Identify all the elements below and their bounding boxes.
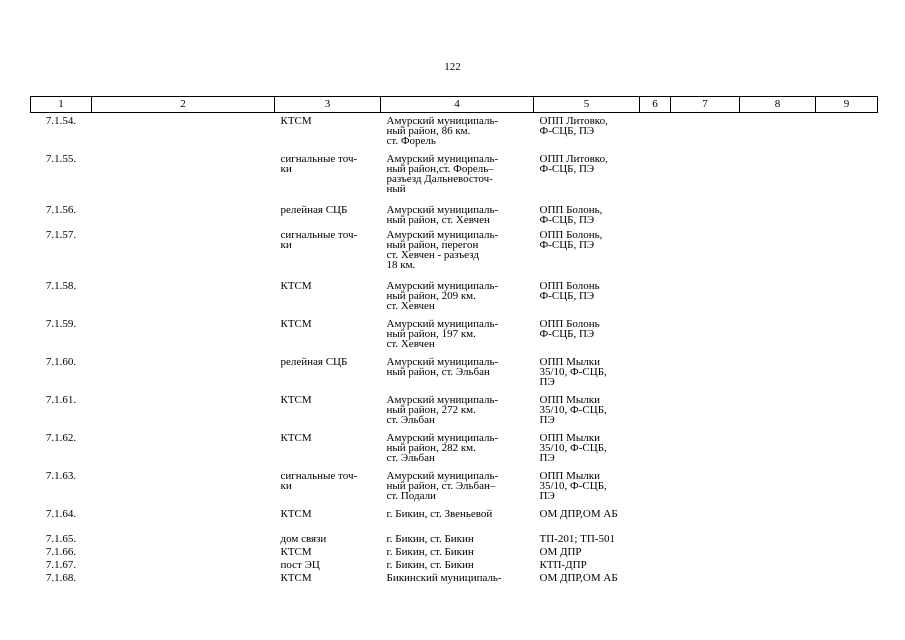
location-cell-text: Амурский муниципаль- ный район, ст. Эльбан	[386, 355, 499, 378]
power-source-cell	[534, 113, 640, 151]
object-cell-text: КТСМ	[280, 431, 312, 444]
empty-cell	[640, 227, 671, 278]
row-number-cell-text: 7.1.58.	[45, 279, 77, 292]
object-cell	[275, 506, 381, 531]
empty-cell	[640, 570, 671, 583]
table-row	[31, 468, 878, 506]
location-cell	[381, 468, 534, 506]
object-cell	[275, 354, 381, 392]
row-number-cell	[31, 430, 92, 468]
empty-cell	[92, 531, 275, 544]
power-source-cell	[534, 570, 640, 583]
row-number-cell-text: 7.1.56.	[45, 203, 77, 216]
row-number-cell	[31, 544, 92, 557]
location-cell	[381, 570, 534, 583]
row-number-cell	[31, 531, 92, 544]
empty-cell	[640, 557, 671, 570]
empty-cell	[92, 227, 275, 278]
row-number-cell-text: 7.1.55.	[45, 152, 77, 165]
table-row	[31, 202, 878, 227]
empty-cell	[816, 354, 878, 392]
empty-cell	[816, 430, 878, 468]
row-number-cell-text: 7.1.63.	[45, 469, 77, 482]
column-header: 1	[31, 97, 92, 113]
empty-cell	[92, 392, 275, 430]
row-number-cell-text: 7.1.59.	[45, 317, 77, 330]
location-cell-text: Амурский муниципаль- ный район, 282 км. ст. Эльбан	[386, 431, 499, 464]
empty-cell	[92, 316, 275, 354]
empty-cell	[92, 278, 275, 316]
location-cell-text: Бикинский муниципаль-	[386, 571, 502, 584]
location-cell-text: г. Бикин, ст. Бикин	[386, 558, 474, 571]
power-source-cell-text: ОПП Литовко, Ф-СЦБ, ПЭ	[539, 152, 608, 175]
power-source-cell-text: ОМ ДПР	[539, 545, 582, 558]
power-source-cell-text: КТП-ДПР	[539, 558, 587, 571]
column-header: 8	[740, 97, 816, 113]
power-source-cell	[534, 531, 640, 544]
empty-cell	[740, 354, 816, 392]
empty-cell	[671, 151, 740, 202]
row-number-cell-text: 7.1.64.	[45, 507, 77, 520]
location-cell	[381, 531, 534, 544]
object-cell-text: КТСМ	[280, 279, 312, 292]
empty-cell	[640, 202, 671, 227]
empty-cell	[740, 557, 816, 570]
location-cell-text: Амурский муниципаль- ный район, 86 км. ст. Форель	[386, 115, 499, 147]
table-row	[31, 151, 878, 202]
location-cell-text: Амурский муниципаль- ный район, 197 км. ст. Хевчен	[386, 317, 499, 350]
object-cell	[275, 316, 381, 354]
power-source-cell	[534, 227, 640, 278]
power-source-cell	[534, 506, 640, 531]
power-source-cell-text: ОПП Мылки 35/10, Ф-СЦБ, ПЭ	[539, 469, 607, 502]
location-cell	[381, 354, 534, 392]
table-row	[31, 506, 878, 531]
empty-cell	[92, 151, 275, 202]
table-row	[31, 227, 878, 278]
table-row	[31, 544, 878, 557]
location-cell	[381, 557, 534, 570]
column-header: 4	[381, 97, 534, 113]
power-source-cell	[534, 151, 640, 202]
empty-cell	[671, 531, 740, 544]
power-source-cell-text: ОПП Мылки 35/10, Ф-СЦБ, ПЭ	[539, 393, 607, 426]
object-cell	[275, 151, 381, 202]
object-cell-text: сигнальные точ- ки	[280, 228, 358, 251]
empty-cell	[816, 468, 878, 506]
object-cell	[275, 278, 381, 316]
row-number-cell-text: 7.1.67.	[45, 558, 77, 571]
power-source-cell	[534, 278, 640, 316]
location-cell-text: Амурский муниципаль- ный район, ст. Хевчен	[386, 203, 499, 226]
row-number-cell	[31, 113, 92, 151]
empty-cell	[92, 430, 275, 468]
power-source-cell	[534, 430, 640, 468]
power-source-cell-text: ОМ ДПР,ОМ АБ	[539, 507, 618, 520]
power-source-cell-text: ОПП Болонь, Ф-СЦБ, ПЭ	[539, 228, 603, 251]
column-header: 2	[92, 97, 275, 113]
empty-cell	[92, 468, 275, 506]
empty-cell	[740, 202, 816, 227]
location-cell	[381, 316, 534, 354]
row-number-cell-text: 7.1.68.	[45, 571, 77, 584]
empty-cell	[816, 113, 878, 151]
power-source-cell-text: ОПП Болонь Ф-СЦБ, ПЭ	[539, 317, 600, 340]
empty-cell	[671, 202, 740, 227]
table-row	[31, 570, 878, 583]
empty-cell	[740, 468, 816, 506]
empty-cell	[640, 544, 671, 557]
power-source-cell-text: ТП-201; ТП-501	[539, 532, 615, 545]
object-cell-text: КТСМ	[280, 393, 312, 406]
empty-cell	[92, 506, 275, 531]
object-cell	[275, 468, 381, 506]
empty-cell	[740, 506, 816, 531]
empty-cell	[816, 227, 878, 278]
power-source-cell-text: ОПП Мылки 35/10, Ф-СЦБ, ПЭ	[539, 355, 607, 388]
row-number-cell	[31, 570, 92, 583]
row-number-cell	[31, 354, 92, 392]
table-row	[31, 113, 878, 151]
empty-cell	[92, 202, 275, 227]
empty-cell	[671, 227, 740, 278]
table-body	[31, 113, 878, 583]
object-cell	[275, 392, 381, 430]
power-source-cell	[534, 392, 640, 430]
empty-cell	[671, 570, 740, 583]
location-cell	[381, 392, 534, 430]
row-number-cell	[31, 557, 92, 570]
row-number-cell-text: 7.1.65.	[45, 532, 77, 545]
location-cell-text: Амурский муниципаль- ный район,ст. Форель– разъезд Дальневосточ- ный	[386, 152, 499, 195]
empty-cell	[671, 392, 740, 430]
table-row	[31, 557, 878, 570]
power-source-cell	[534, 354, 640, 392]
object-cell-text: релейная СЦБ	[280, 355, 348, 368]
row-number-cell-text: 7.1.57.	[45, 228, 77, 241]
empty-cell	[740, 544, 816, 557]
table-row	[31, 531, 878, 544]
location-cell-text: Амурский муниципаль- ный район, перегон ст. Хевчен - разъезд 18 км.	[386, 228, 499, 271]
table-header-row	[31, 97, 878, 113]
power-source-cell	[534, 202, 640, 227]
empty-cell	[640, 316, 671, 354]
row-number-cell	[31, 316, 92, 354]
object-cell	[275, 202, 381, 227]
empty-cell	[816, 278, 878, 316]
empty-cell	[640, 531, 671, 544]
empty-cell	[816, 392, 878, 430]
object-cell	[275, 544, 381, 557]
table-row	[31, 278, 878, 316]
row-number-cell-text: 7.1.66.	[45, 545, 77, 558]
object-cell	[275, 531, 381, 544]
object-cell-text: сигнальные точ- ки	[280, 152, 358, 175]
empty-cell	[740, 316, 816, 354]
column-header: 3	[275, 97, 381, 113]
power-source-cell	[534, 468, 640, 506]
object-cell-text: КТСМ	[280, 571, 312, 584]
empty-cell	[671, 544, 740, 557]
empty-cell	[640, 392, 671, 430]
object-cell	[275, 557, 381, 570]
power-source-cell	[534, 316, 640, 354]
power-source-cell	[534, 544, 640, 557]
row-number-cell	[31, 278, 92, 316]
empty-cell	[816, 316, 878, 354]
row-number-cell	[31, 202, 92, 227]
empty-cell	[816, 151, 878, 202]
object-cell	[275, 430, 381, 468]
location-cell-text: Амурский муниципаль- ный район, ст. Эльбан– ст. Подали	[386, 469, 499, 502]
empty-cell	[92, 570, 275, 583]
location-cell	[381, 278, 534, 316]
empty-cell	[92, 113, 275, 151]
object-cell-text: КТСМ	[280, 507, 312, 520]
empty-cell	[816, 506, 878, 531]
empty-cell	[640, 468, 671, 506]
location-cell	[381, 202, 534, 227]
location-cell-text: Амурский муниципаль- ный район, 209 км. ст. Хевчен	[386, 279, 499, 312]
location-cell-text: г. Бикин, ст. Бикин	[386, 532, 474, 545]
location-cell-text: г. Бикин, ст. Бикин	[386, 545, 474, 558]
row-number-cell	[31, 151, 92, 202]
empty-cell	[816, 570, 878, 583]
power-source-cell-text: ОПП Литовко, Ф-СЦБ, ПЭ	[539, 115, 608, 137]
empty-cell	[671, 113, 740, 151]
object-cell-text: сигнальные точ- ки	[280, 469, 358, 492]
column-header: 6	[640, 97, 671, 113]
empty-cell	[640, 506, 671, 531]
table-row	[31, 316, 878, 354]
row-number-cell	[31, 392, 92, 430]
empty-cell	[640, 354, 671, 392]
object-cell-text: КТСМ	[280, 545, 312, 558]
row-number-cell-text: 7.1.60.	[45, 355, 77, 368]
empty-cell	[640, 278, 671, 316]
empty-cell	[740, 430, 816, 468]
row-number-cell	[31, 506, 92, 531]
empty-cell	[816, 202, 878, 227]
power-source-cell-text: ОПП Болонь, Ф-СЦБ, ПЭ	[539, 203, 603, 226]
empty-cell	[671, 468, 740, 506]
empty-cell	[671, 354, 740, 392]
column-header: 5	[534, 97, 640, 113]
empty-cell	[740, 227, 816, 278]
object-cell-text: пост ЭЦ	[280, 558, 320, 571]
table-row	[31, 392, 878, 430]
row-number-cell-text: 7.1.54.	[45, 115, 77, 127]
location-cell	[381, 430, 534, 468]
location-cell	[381, 227, 534, 278]
power-source-cell-text: ОПП Болонь Ф-СЦБ, ПЭ	[539, 279, 600, 302]
empty-cell	[740, 570, 816, 583]
empty-cell	[740, 531, 816, 544]
row-number-cell-text: 7.1.61.	[45, 393, 77, 406]
data-table	[30, 96, 878, 583]
empty-cell	[816, 557, 878, 570]
row-number-cell	[31, 468, 92, 506]
row-number-cell	[31, 227, 92, 278]
empty-cell	[740, 113, 816, 151]
object-cell-text: релейная СЦБ	[280, 203, 348, 216]
location-cell	[381, 151, 534, 202]
object-cell-text: КТСМ	[280, 317, 312, 330]
empty-cell	[92, 354, 275, 392]
power-source-cell-text: ОПП Мылки 35/10, Ф-СЦБ, ПЭ	[539, 431, 607, 464]
location-cell	[381, 113, 534, 151]
empty-cell	[92, 544, 275, 557]
empty-cell	[740, 392, 816, 430]
empty-cell	[671, 430, 740, 468]
empty-cell	[740, 278, 816, 316]
empty-cell	[740, 151, 816, 202]
row-number-cell-text: 7.1.62.	[45, 431, 77, 444]
page-number: 122	[444, 61, 461, 73]
empty-cell	[671, 316, 740, 354]
location-cell-text: Амурский муниципаль- ный район, 272 км. ст. Эльбан	[386, 393, 499, 426]
object-cell	[275, 570, 381, 583]
object-cell	[275, 113, 381, 151]
empty-cell	[816, 544, 878, 557]
table-row	[31, 430, 878, 468]
empty-cell	[816, 531, 878, 544]
power-source-cell-text: ОМ ДПР,ОМ АБ	[539, 571, 618, 584]
empty-cell	[671, 557, 740, 570]
location-cell	[381, 506, 534, 531]
object-cell	[275, 227, 381, 278]
object-cell-text: КТСМ	[280, 115, 312, 127]
object-cell-text: дом связи	[280, 532, 327, 545]
empty-cell	[671, 506, 740, 531]
power-source-cell	[534, 557, 640, 570]
empty-cell	[671, 278, 740, 316]
location-cell	[381, 544, 534, 557]
location-cell-text: г. Бикин, ст. Звеньевой	[386, 507, 493, 520]
empty-cell	[640, 430, 671, 468]
empty-cell	[640, 151, 671, 202]
column-header: 7	[671, 97, 740, 113]
empty-cell	[640, 113, 671, 151]
table-row	[31, 354, 878, 392]
empty-cell	[92, 557, 275, 570]
column-header: 9	[816, 97, 878, 113]
